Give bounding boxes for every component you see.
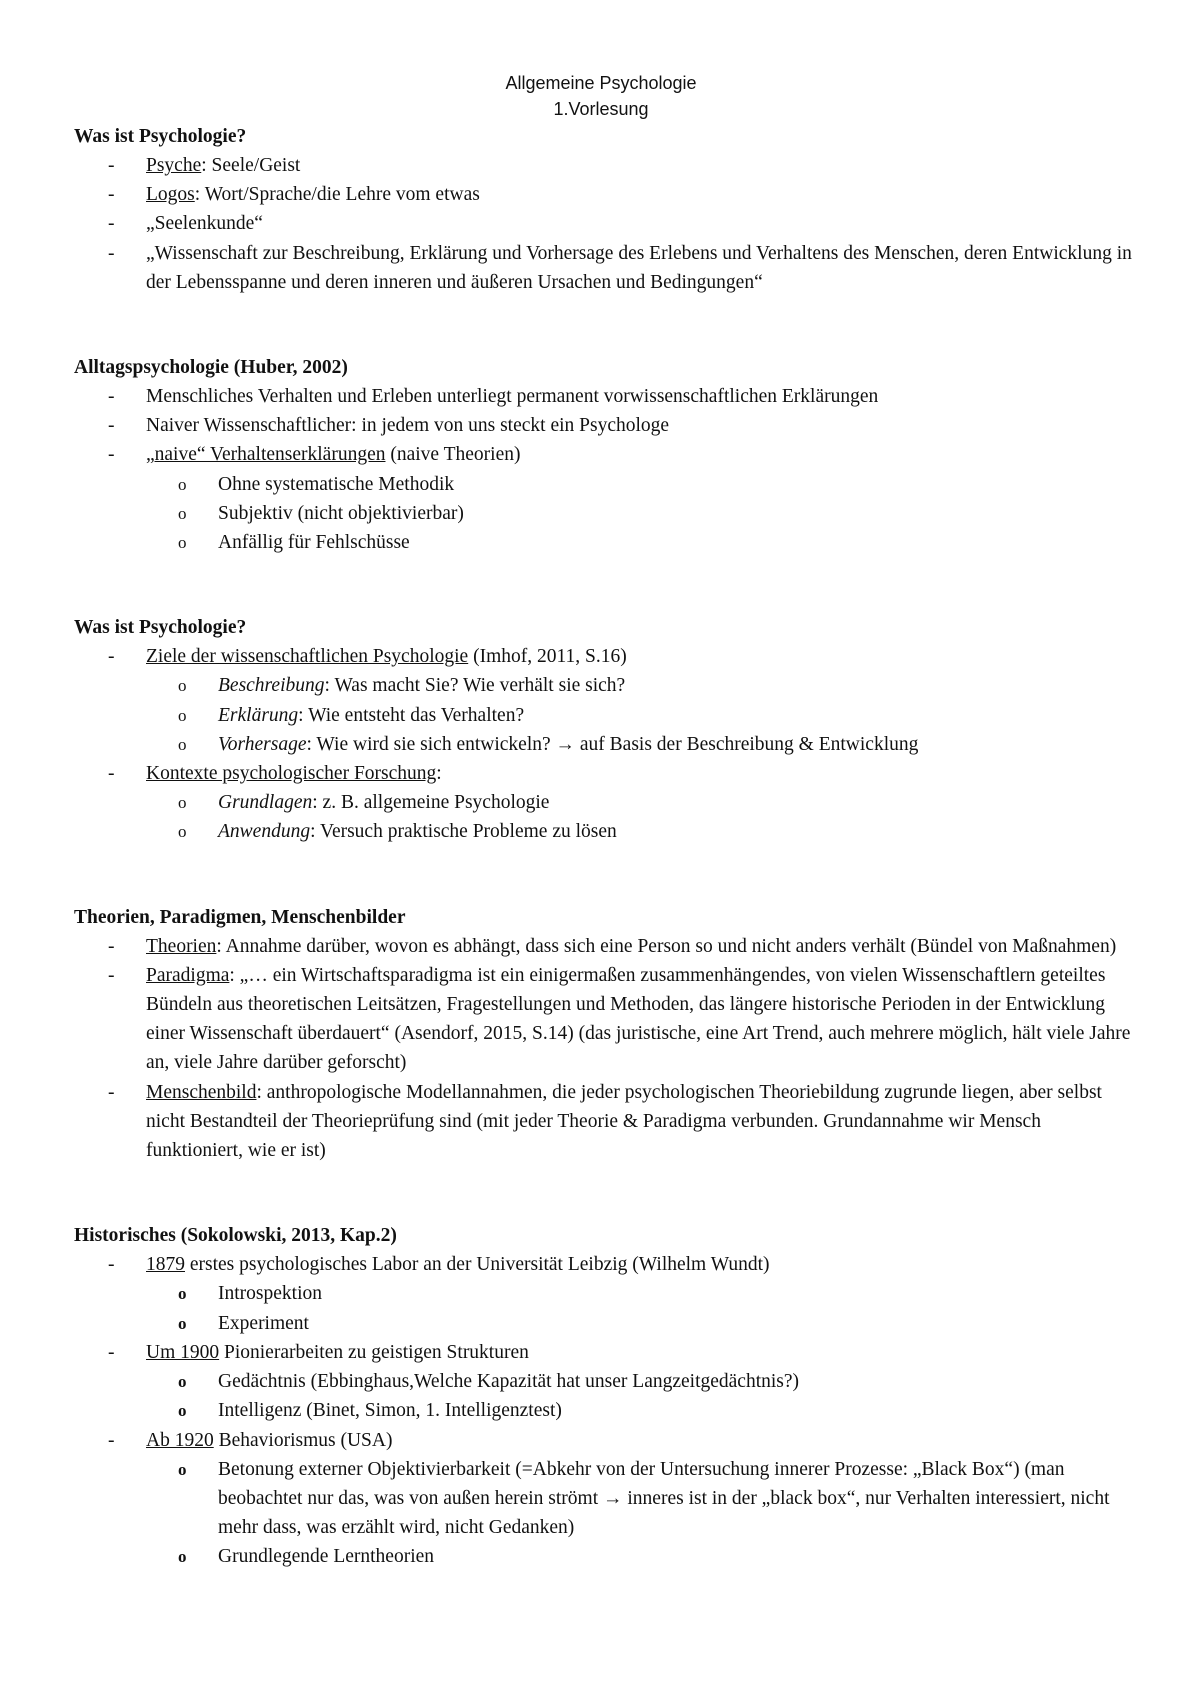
list-item bbox=[74, 411, 1134, 440]
spacer bbox=[74, 1165, 1134, 1221]
sub-item-text: Subjektiv (nicht objektivierbar) bbox=[218, 502, 464, 524]
list-item bbox=[74, 1250, 1134, 1338]
item-text: (naive Theorien) bbox=[385, 444, 521, 466]
sub-list bbox=[146, 671, 1134, 759]
section-heading: Was ist Psychologie? bbox=[74, 617, 247, 639]
list-item bbox=[74, 932, 1134, 961]
dash-bullet: - bbox=[108, 184, 115, 206]
sub-item-text: : z. B. allgemeine Psychologie bbox=[312, 792, 550, 814]
dash-bullet: - bbox=[108, 646, 115, 668]
item-text: : anthropologische Modellannahmen, die jeder psychologischen Theoriebildung zugrunde liegen, aber selbst nicht Bestandteil der Theorieprüfung sind (mit jeder Theorie & Paradigma verbunden. Grundannahme wir Mensch funktioniert, wie er ist) bbox=[146, 1081, 1102, 1162]
sub-item-term: Vorhersage bbox=[218, 733, 307, 755]
sub-list bbox=[146, 1367, 1134, 1425]
sub-item-text: Experiment bbox=[218, 1312, 309, 1334]
item-term: Ab 1920 bbox=[146, 1429, 214, 1451]
sub-list-item bbox=[144, 730, 1134, 759]
sub-list-item bbox=[144, 817, 1134, 846]
item-term: Theorien bbox=[146, 935, 217, 957]
sub-list-item bbox=[144, 1542, 1134, 1571]
dash-bullet: - bbox=[108, 386, 115, 408]
circle-bullet: o bbox=[178, 1547, 187, 1567]
item-term: Psyche bbox=[146, 155, 202, 176]
sub-list bbox=[146, 1279, 1134, 1337]
bullet-list bbox=[74, 642, 1134, 846]
circle-bullet: o bbox=[178, 793, 187, 813]
item-term: Kontexte psychologischer Forschung bbox=[146, 763, 437, 785]
sub-list-item bbox=[144, 1309, 1134, 1338]
dash-bullet: - bbox=[108, 1254, 115, 1276]
sub-item-text: Ohne systematische Methodik bbox=[218, 473, 455, 495]
document-title: Allgemeine Psychologie bbox=[505, 73, 697, 93]
sub-list-item bbox=[144, 701, 1134, 730]
circle-bullet: o bbox=[178, 474, 187, 494]
sub-list-item bbox=[144, 1455, 1134, 1543]
sub-list bbox=[146, 1455, 1134, 1572]
sub-item-text: Intelligenz (Binet, Simon, 1. Intelligenztest) bbox=[218, 1400, 562, 1422]
circle-bullet: o bbox=[178, 533, 187, 553]
spacer bbox=[74, 297, 1134, 353]
bullet-list bbox=[74, 151, 1134, 297]
sub-item-text: Grundlegende Lerntheorien bbox=[218, 1546, 435, 1568]
sub-item-text: Anfällig für Fehlschüsse bbox=[218, 532, 410, 554]
section-heading: Alltagspsychologie (Huber, 2002) bbox=[74, 357, 348, 379]
sub-list-item bbox=[144, 528, 1134, 557]
dash-bullet: - bbox=[108, 415, 115, 437]
sub-list-item bbox=[144, 1367, 1134, 1396]
sub-list bbox=[146, 470, 1134, 558]
sub-item-text: Introspektion bbox=[218, 1283, 322, 1305]
sub-item-text: : Wie entsteht das Verhalten? bbox=[298, 704, 525, 726]
circle-bullet: o bbox=[178, 1372, 187, 1392]
item-text: „Wissenschaft zur Beschreibung, Erklärung und Vorhersage des Erlebens und Verhaltens des Menschen, deren Entwicklung in der Lebensspanne und deren inneren und äußeren Ursachen und Bedingungen“ bbox=[146, 242, 1132, 293]
dash-bullet: - bbox=[108, 964, 115, 986]
item-term: 1879 bbox=[146, 1254, 185, 1276]
dash-bullet: - bbox=[108, 213, 115, 235]
spacer bbox=[74, 557, 1134, 613]
sub-item-text: : Was macht Sie? Wie verhält sie sich? bbox=[324, 675, 626, 697]
sub-item-term: Beschreibung bbox=[218, 675, 325, 697]
item-term: Logos bbox=[146, 184, 195, 206]
item-term: Ziele der wissenschaftlichen Psychologie bbox=[146, 646, 469, 668]
dash-bullet: - bbox=[108, 763, 115, 785]
document-page bbox=[74, 70, 1134, 1572]
item-term: „naive“ Verhaltenserklärungen bbox=[146, 444, 386, 466]
item-text: „Seelenkunde“ bbox=[146, 213, 263, 235]
item-term: Um 1900 bbox=[146, 1341, 220, 1363]
list-item bbox=[74, 180, 1134, 209]
dash-bullet: - bbox=[108, 155, 115, 176]
sub-list-item bbox=[144, 1279, 1134, 1308]
list-item bbox=[74, 1426, 1134, 1572]
sub-item-text: : Wie wird sie sich entwickeln? → auf Basis der Beschreibung & Entwicklung bbox=[306, 733, 919, 755]
sub-list-item bbox=[144, 499, 1134, 528]
item-text: : „… ein Wirtschaftsparadigma ist ein einigermaßen zusammenhängendes, von vielen Wissenschaftlern geteiltes Bündeln aus theoretischen Leitsätzen, Fragestellungen und Methoden, das längere historische Perioden in der Entwicklung einer Wissenschaft überdauert“ (Asendorf, 2015, S.14) (das juristische, eine Art Trend, auch mehrere möglich, hält viele Jahre an, viele Jahre darüber geforscht) bbox=[146, 964, 1131, 1074]
list-item bbox=[74, 642, 1134, 759]
sub-item-term: Grundlagen bbox=[218, 792, 313, 814]
sub-list-item bbox=[144, 470, 1134, 499]
circle-bullet: o bbox=[178, 822, 187, 842]
dash-bullet: - bbox=[108, 935, 115, 957]
list-item bbox=[74, 209, 1134, 238]
section-heading: Theorien, Paradigmen, Menschenbilder bbox=[74, 906, 406, 928]
list-item bbox=[74, 151, 1134, 180]
sub-list-item bbox=[144, 1396, 1134, 1425]
list-item bbox=[74, 382, 1134, 411]
sub-list bbox=[146, 788, 1134, 846]
list-item bbox=[74, 440, 1134, 557]
sub-item-text: : Versuch praktische Probleme zu lösen bbox=[310, 821, 617, 843]
list-item bbox=[74, 961, 1134, 1078]
circle-bullet: o bbox=[178, 676, 187, 696]
spacer bbox=[74, 847, 1134, 903]
bullet-list bbox=[74, 932, 1134, 1166]
section-heading: Historisches (Sokolowski, 2013, Kap.2) bbox=[74, 1225, 397, 1247]
dash-bullet: - bbox=[108, 444, 115, 466]
item-text: : Annahme darüber, wovon es abhängt, dass sich eine Person so und nicht anders verhält (Bündel von Maßnahmen) bbox=[216, 935, 1117, 957]
item-text: Behaviorismus (USA) bbox=[213, 1429, 393, 1451]
list-item bbox=[74, 1338, 1134, 1426]
item-text: : Seele/Geist bbox=[201, 155, 301, 176]
section-heading: Was ist Psychologie? bbox=[74, 126, 247, 147]
sub-item-text: Gedächtnis (Ebbinghaus,Welche Kapazität hat unser Langzeitgedächtnis?) bbox=[218, 1371, 800, 1393]
dash-bullet: - bbox=[108, 1341, 115, 1363]
sub-item-term: Anwendung bbox=[218, 821, 311, 843]
list-item bbox=[74, 759, 1134, 847]
circle-bullet: o bbox=[178, 1313, 187, 1333]
circle-bullet: o bbox=[178, 503, 187, 523]
circle-bullet: o bbox=[178, 705, 187, 725]
sub-item-text: Betonung externer Objektivierbarkeit (=Abkehr von der Untersuchung innerer Prozesse: „Black Box“) (man beobachtet nur das, was von außen herein strömt → inneres ist in der „black box“, nur Verhalten interessiert, nicht mehr dass, was erzählt wird, nicht Gedanken) bbox=[218, 1458, 1110, 1539]
dash-bullet: - bbox=[108, 1081, 115, 1103]
sub-list-item bbox=[144, 671, 1134, 700]
item-term: Menschenbild bbox=[146, 1081, 257, 1103]
circle-bullet: o bbox=[178, 1459, 187, 1479]
item-text: Naiver Wissenschaftlicher: in jedem von uns steckt ein Psychologe bbox=[146, 415, 670, 437]
circle-bullet: o bbox=[178, 1284, 187, 1304]
item-text: erstes psychologisches Labor an der Universität Leibzig (Wilhelm Wundt) bbox=[185, 1254, 770, 1276]
dash-bullet: - bbox=[108, 242, 115, 264]
circle-bullet: o bbox=[178, 1401, 187, 1421]
bullet-list bbox=[74, 382, 1134, 557]
item-text: (Imhof, 2011, S.16) bbox=[468, 646, 627, 668]
list-item bbox=[74, 239, 1134, 297]
item-text: : Wort/Sprache/die Lehre vom etwas bbox=[194, 184, 480, 206]
bullet-list bbox=[74, 1250, 1134, 1571]
item-text: : bbox=[436, 763, 442, 785]
list-item bbox=[74, 1078, 1134, 1166]
circle-bullet: o bbox=[178, 734, 187, 754]
document-subtitle: 1.Vorlesung bbox=[553, 99, 649, 119]
item-term: Paradigma bbox=[146, 964, 230, 986]
item-text: Pionierarbeiten zu geistigen Strukturen bbox=[219, 1341, 529, 1363]
item-text: Menschliches Verhalten und Erleben unterliegt permanent vorwissenschaftlichen Erklärungen bbox=[146, 386, 879, 408]
dash-bullet: - bbox=[108, 1429, 115, 1451]
sub-item-term: Erklärung bbox=[218, 704, 299, 726]
sub-list-item bbox=[144, 788, 1134, 817]
